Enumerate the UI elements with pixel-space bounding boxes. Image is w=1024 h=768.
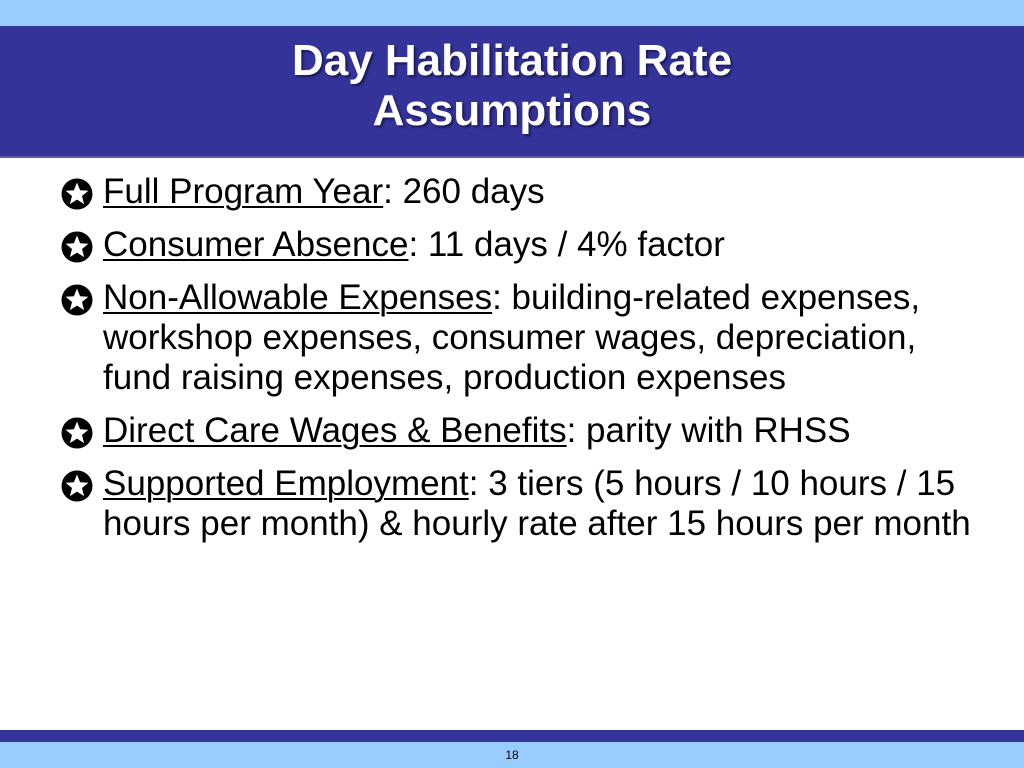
bullet-item-direct-care-wages xyxy=(60,411,990,451)
page-number: 18 xyxy=(505,748,519,762)
bottom-band xyxy=(0,730,1024,742)
circled-star-icon xyxy=(60,283,94,317)
bullet-text: : building-related expenses, workshop expenses, consumer wages, depreciation, fund raising expenses, production expenses xyxy=(103,278,921,397)
top-strip xyxy=(0,0,1024,26)
bullet-term: Supported Employment xyxy=(103,464,469,503)
bullet-text: : parity with RHSS xyxy=(566,411,851,450)
bullet-item-consumer-absence xyxy=(60,225,990,265)
bullet-term: Direct Care Wages & Benefits xyxy=(103,411,567,450)
slide-title-line-1: Day Habilitation Rate xyxy=(291,36,733,85)
bullet-item-non-allowable-expenses xyxy=(60,278,990,398)
bullet-text: : 11 days / 4% factor xyxy=(408,225,725,264)
bullet-term: Non-Allowable Expenses xyxy=(103,278,493,317)
bullet-term: Full Program Year xyxy=(103,172,384,211)
slide-title-line-2: Assumptions xyxy=(372,86,652,135)
bullet-text: : 260 days xyxy=(383,172,545,211)
bullet-item-full-program-year xyxy=(60,172,990,212)
slide-title xyxy=(0,36,1024,136)
circled-star-icon xyxy=(60,469,94,503)
bullet-list xyxy=(60,172,990,557)
bullet-text: : 3 tiers (5 hours / 10 hours / 15 hours per month) & hourly rate after 15 hours per month xyxy=(103,464,971,543)
circled-star-icon xyxy=(60,416,94,450)
bullet-term: Consumer Absence xyxy=(103,225,409,264)
circled-star-icon xyxy=(60,230,94,264)
circled-star-icon xyxy=(60,177,94,211)
bullet-item-supported-employment xyxy=(60,464,990,544)
